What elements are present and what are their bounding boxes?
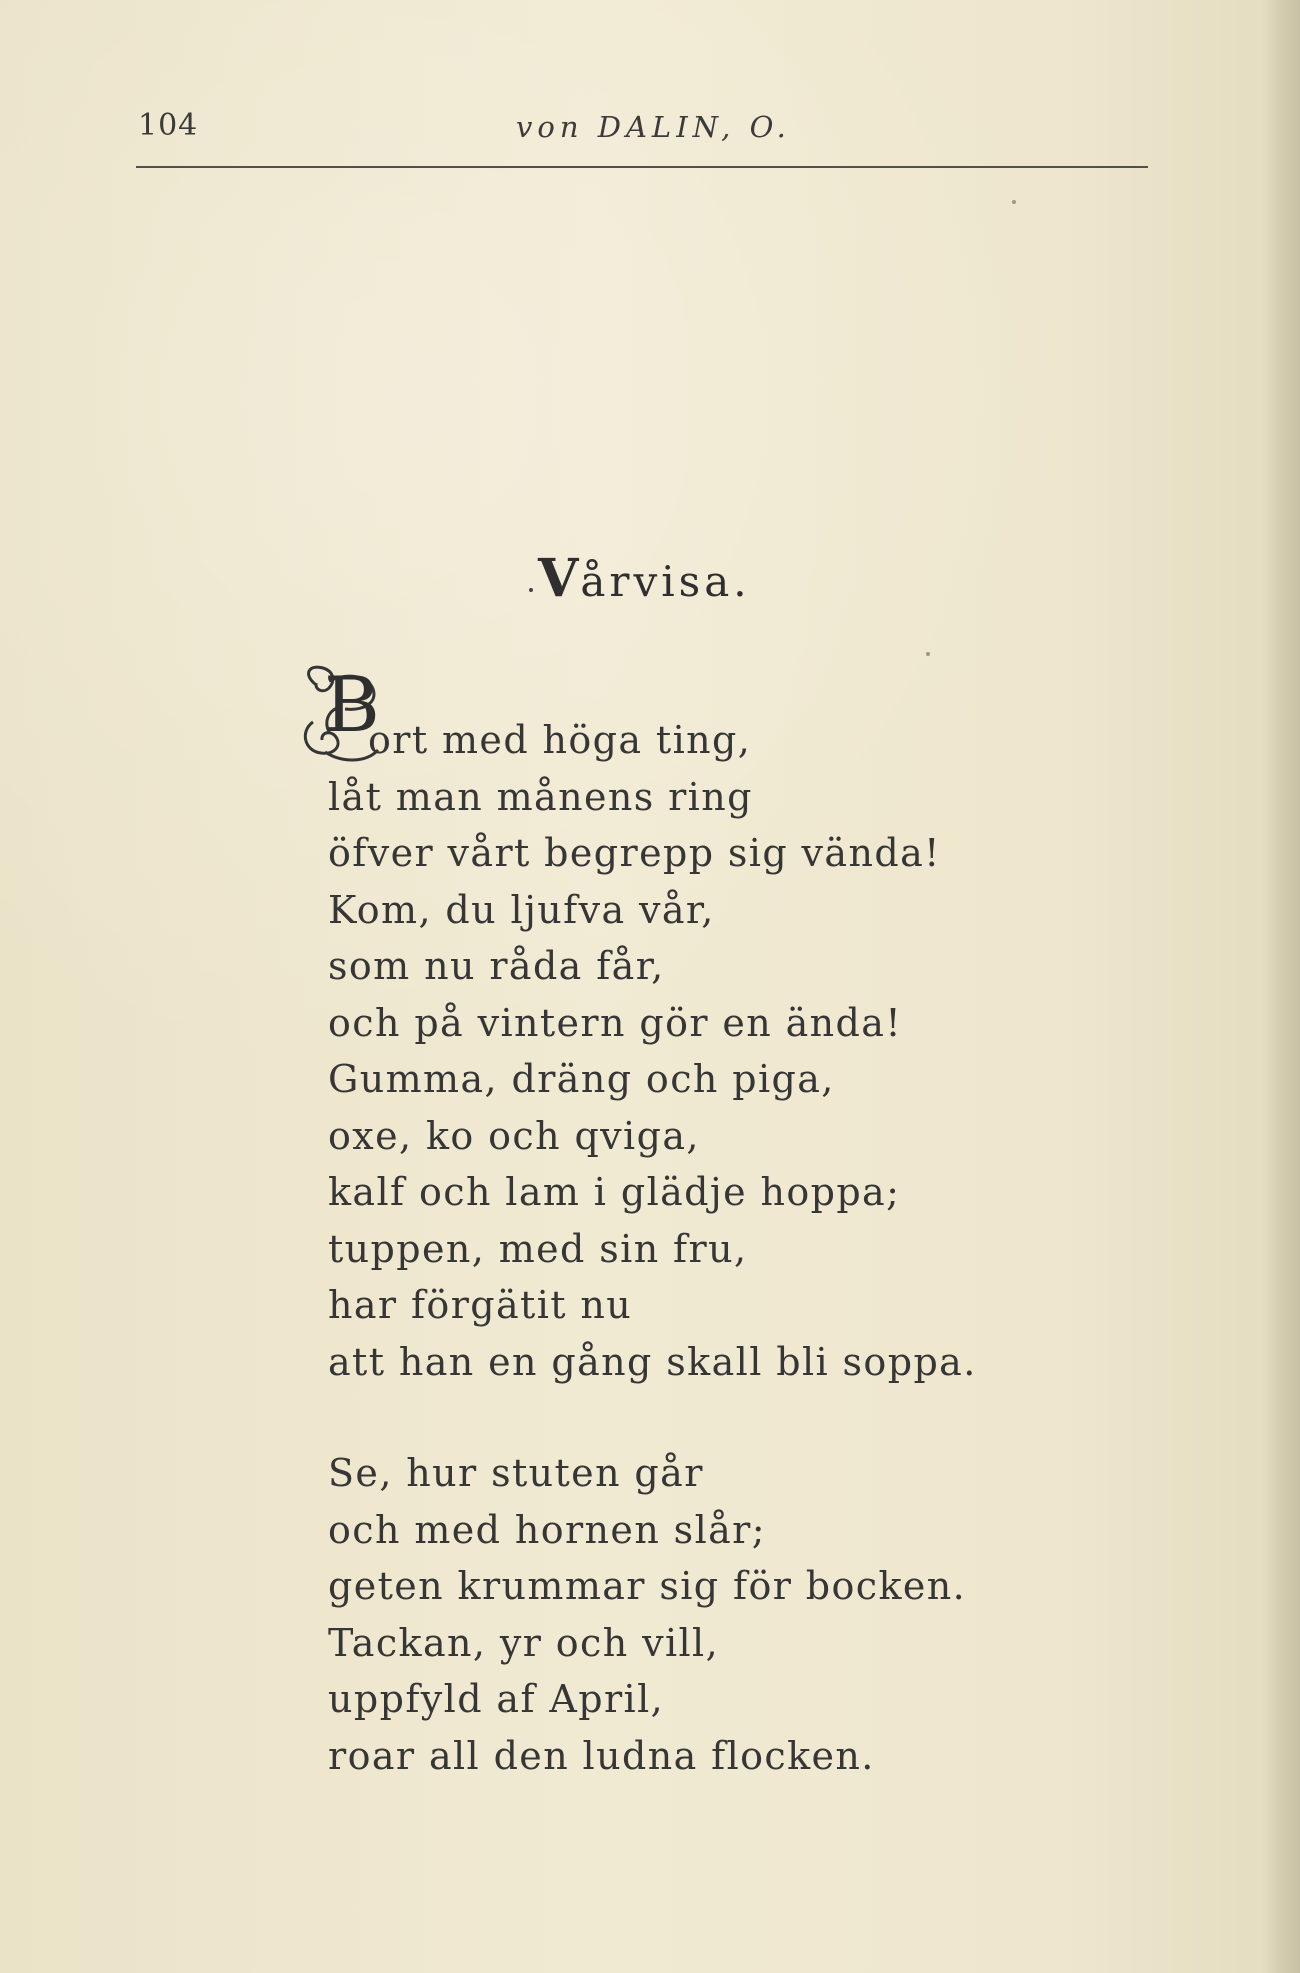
verse-line: som nu råda får, — [328, 944, 665, 988]
verse-line: öfver vårt begrepp sig vända! — [328, 831, 941, 875]
verse-line: Se, hur stuten går — [328, 1451, 704, 1495]
poem-title — [538, 548, 751, 609]
title-dot — [529, 588, 533, 592]
stanza-gap — [328, 1390, 1048, 1445]
paper-speck — [926, 652, 930, 656]
poem-verse — [328, 712, 1048, 1784]
verse-line: har förgätit nu — [328, 1283, 633, 1327]
verse-line: låt man månens ring — [328, 774, 753, 819]
page-number: 104 — [138, 108, 199, 143]
title-rest: årvisa. — [580, 557, 751, 606]
verse-line: Gumma, dräng och piga, — [328, 1057, 835, 1101]
verse-line: roar all den ludna flocken. — [328, 1733, 875, 1778]
running-head: von DALIN, O. — [516, 110, 791, 144]
verse-line: och med hornen slår; — [328, 1507, 766, 1552]
verse-line: tuppen, med sin fru, — [328, 1226, 748, 1271]
verse-line: Tackan, yr och vill, — [328, 1620, 720, 1665]
verse-line: och på vintern gör en ända! — [328, 1000, 903, 1045]
verse-line: kalf och lam i glädje hoppa; — [328, 1170, 901, 1214]
paper-speck — [1012, 200, 1016, 204]
first-line-rest: ort med höga ting, — [368, 718, 752, 762]
title-initial: V — [538, 548, 581, 609]
verse-line: att han en gång skall bli soppa. — [328, 1339, 977, 1384]
verse-line: uppfyld af April, — [328, 1677, 665, 1721]
initial-letter: B — [324, 660, 380, 749]
page-edge-shadow — [1262, 0, 1300, 1973]
page-header — [138, 108, 1148, 148]
header-rule — [136, 166, 1148, 168]
verse-line: oxe, ko och qviga, — [328, 1113, 700, 1158]
verse-line-placeholder — [328, 712, 1048, 769]
verse-line: geten krummar sig för bocken. — [328, 1564, 967, 1608]
verse-line: Kom, du ljufva vår, — [328, 887, 715, 932]
